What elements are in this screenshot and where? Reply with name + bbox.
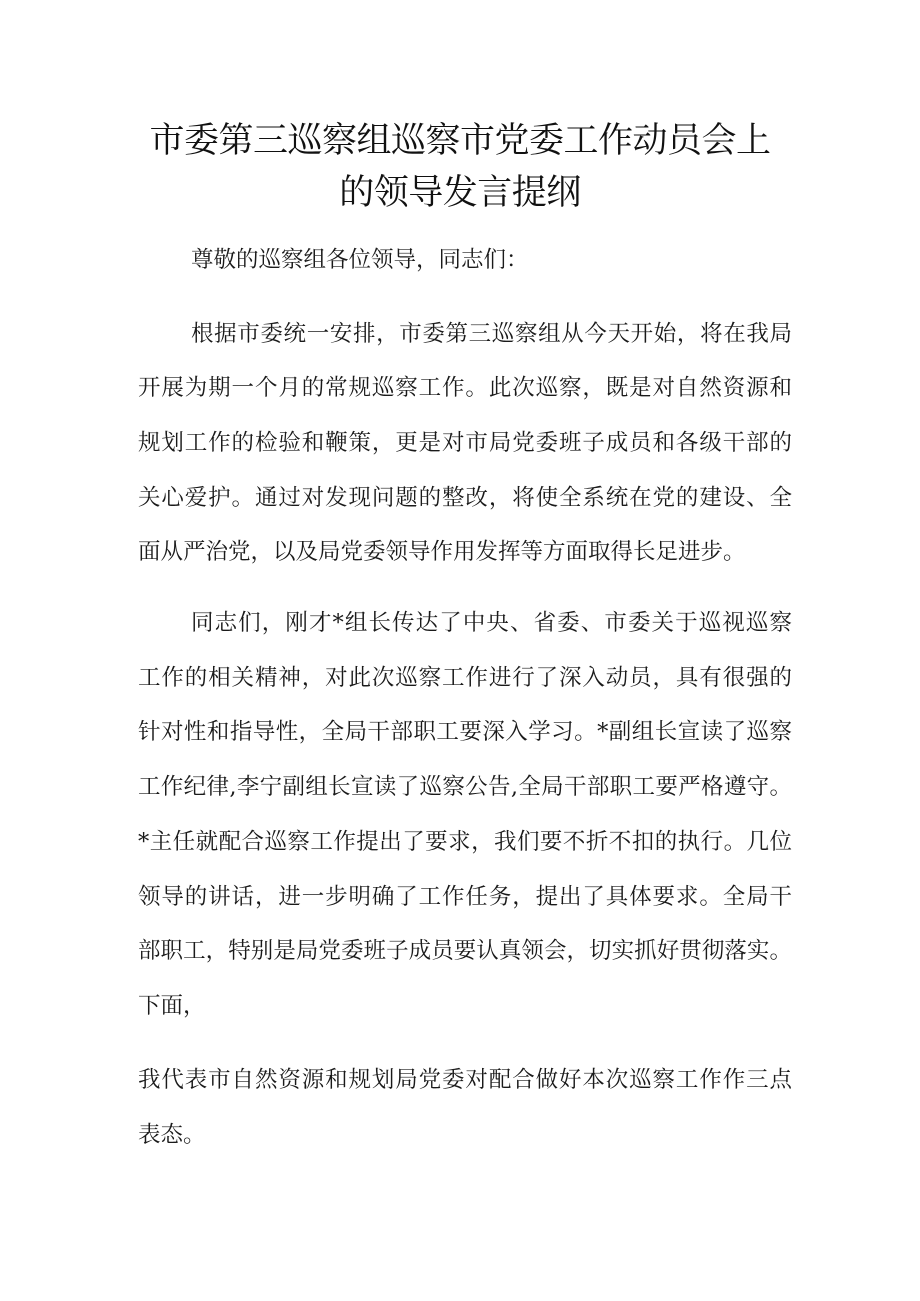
- salutation: 尊敬的巡察组各位领导，同志们：: [191, 247, 529, 273]
- paragraph-3-line-2: 表态。: [138, 1122, 206, 1148]
- document-title-line-1: 市委第三巡察组巡察市党委工作动员会上: [149, 121, 771, 161]
- paragraph-1-line-1: 根据市委统一安排，市委第三巡察组从今天开始，将在我局: [191, 321, 792, 347]
- paragraph-2-line-2: 工作的相关精神，对此次巡察工作进行了深入动员，具有很强的: [138, 665, 792, 691]
- paragraph-2-line-6: 领导的讲话，进一步明确了工作任务，提出了具体要求。全局干: [138, 884, 792, 910]
- paragraph-1-line-5: 面从严治党，以及局党委领导作用发挥等方面取得长足进步。: [138, 539, 746, 565]
- paragraph-2-line-4: 工作纪律,李宁副组长宣读了巡察公告,全局干部职工要严格遵守。: [138, 774, 792, 800]
- document-title-line-2: 的领导发言提纲: [339, 173, 581, 213]
- paragraph-1-line-3: 规划工作的检验和鞭策，更是对市局党委班子成员和各级干部的: [138, 430, 792, 456]
- paragraph-3-line-1: 我代表市自然资源和规划局党委对配合做好本次巡察工作作三点: [138, 1067, 792, 1093]
- paragraph-1-line-2: 开展为期一个月的常规巡察工作。此次巡察，既是对自然资源和: [138, 375, 792, 401]
- paragraph-2-line-7: 部职工，特别是局党委班子成员要认真领会，切实抓好贯彻落实。: [138, 938, 792, 964]
- paragraph-2-line-1: 同志们，刚才*组长传达了中央、省委、市委关于巡视巡察: [191, 610, 792, 636]
- paragraph-2-line-5: *主任就配合巡察工作提出了要求，我们要不折不扣的执行。几位: [138, 829, 792, 855]
- paragraph-2-line-3: 针对性和指导性，全局干部职工要深入学习。*副组长宣读了巡察: [138, 719, 792, 745]
- paragraph-2-line-8: 下面，: [138, 993, 206, 1019]
- paragraph-1-line-4: 关心爱护。通过对发现问题的整改，将使全系统在党的建设、全: [138, 485, 792, 511]
